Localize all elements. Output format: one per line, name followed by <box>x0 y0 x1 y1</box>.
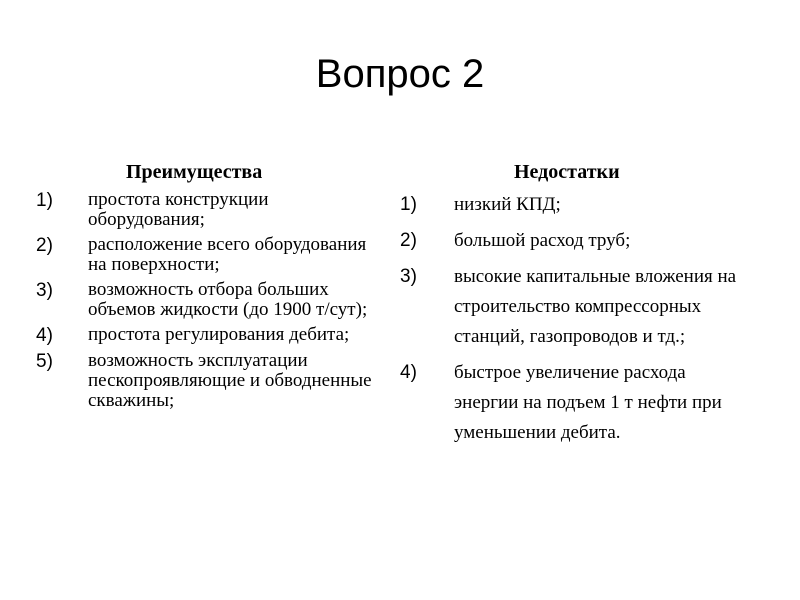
item-text: возможность эксплуатации пескопроявляющие и обводненные скважины; <box>88 350 372 411</box>
item-number: 5) <box>36 351 53 372</box>
item-text: быстрое увеличение расхода энергии на подъем 1 т нефти при уменьшении дебита. <box>454 362 722 443</box>
disadvantages-heading: Недостатки <box>514 161 620 183</box>
disadvantages-column <box>400 158 760 454</box>
item-number: 2) <box>400 230 417 251</box>
item-text: простота конструкции оборудования; <box>88 189 269 230</box>
list-item <box>36 351 396 411</box>
item-text: низкий КПД; <box>454 194 561 215</box>
item-number: 4) <box>36 325 53 346</box>
list-item <box>36 190 396 230</box>
item-text: возможность отбора больших объемов жидкости (до 1900 т/сут); <box>88 279 368 320</box>
item-text: простота регулирования дебита; <box>88 324 350 345</box>
advantages-column <box>36 158 396 416</box>
item-text: большой расход труб; <box>454 230 631 251</box>
item-number: 3) <box>36 280 53 301</box>
slide-title: Вопрос 2 <box>315 52 485 96</box>
item-number: 3) <box>400 266 417 287</box>
list-item <box>36 280 396 320</box>
list-item <box>400 226 760 256</box>
item-number: 4) <box>400 362 417 383</box>
list-item <box>400 358 760 448</box>
item-text: высокие капитальные вложения на строительство компрессорных станций, газопроводов и тд.; <box>454 266 737 347</box>
disadvantages-list <box>400 190 760 448</box>
item-number: 2) <box>36 235 53 256</box>
advantages-heading: Преимущества <box>126 161 263 183</box>
list-item <box>36 235 396 275</box>
item-number: 1) <box>400 194 417 215</box>
item-number: 1) <box>36 190 53 211</box>
list-item <box>400 262 760 352</box>
list-item <box>400 190 760 220</box>
item-text: расположение всего оборудования на поверхности; <box>88 234 367 275</box>
advantages-list <box>36 190 396 411</box>
list-item <box>36 325 396 346</box>
